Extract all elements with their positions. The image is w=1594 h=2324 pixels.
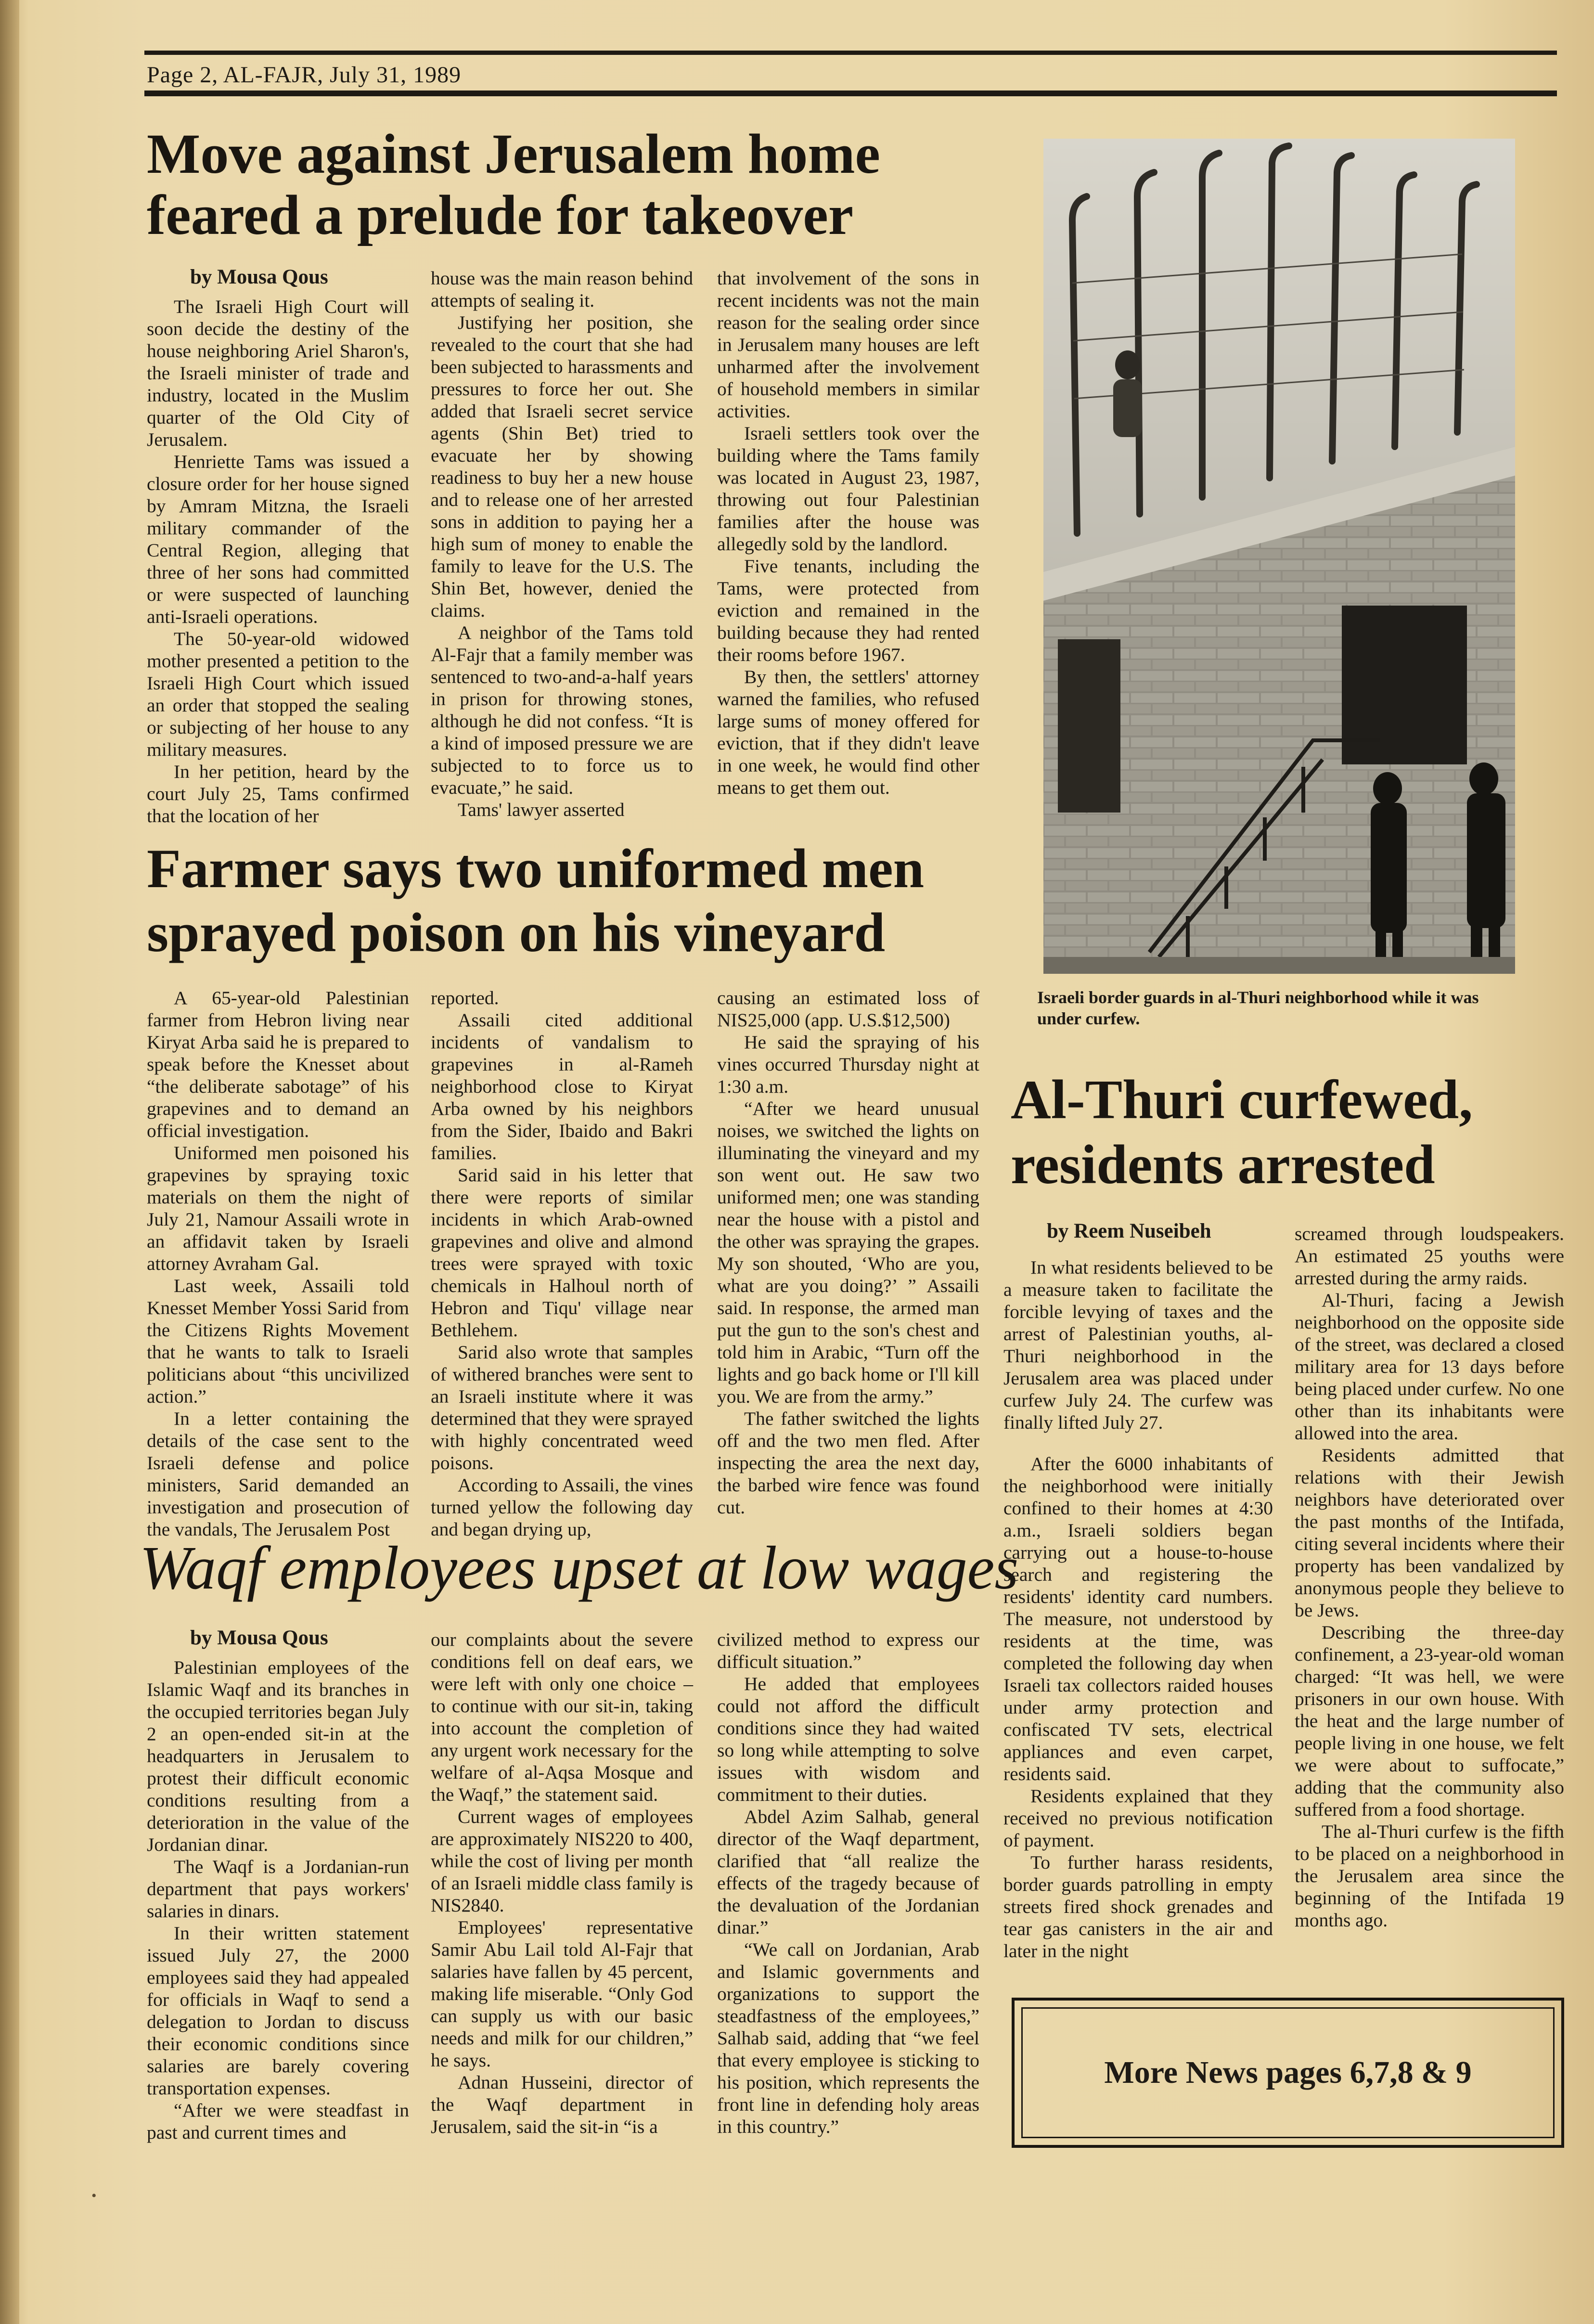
story2-headline-line2: sprayed poison on his vineyard bbox=[147, 902, 886, 964]
story2-col1-para: In a letter containing the details of the case sent to the Israeli defense and police ministers, Sarid demanded an investigation and prosecution of the vandals, The Jerusalem Post bbox=[147, 1408, 409, 1540]
story4-headline-line1: Al-Thuri curfewed, bbox=[1011, 1069, 1473, 1131]
story3-col1-para: In their written statement issued July 27, the 2000 employees said they had appealed for officials in Waqf to send a delegation to Jordan to discuss their economic conditions since salaries are barely covering transportation expenses. bbox=[147, 1923, 409, 2099]
story3-col1-para: “After we were steadfast in past and current times and bbox=[147, 2100, 409, 2143]
story2-col3-para: The father switched the lights off and the two men fled. After inspecting the area the next day, the barbed wire fence was found cut. bbox=[717, 1408, 979, 1518]
story4-col1-para: Residents explained that they received no previous notification of payment. bbox=[1003, 1785, 1273, 1851]
story2-col2-para: According to Assaili, the vines turned yellow the following day and began drying up, bbox=[431, 1474, 693, 1540]
story3-col3-para: Abdel Azim Salhab, general director of the Waqf department, clarified that “all realize the effects of the tragedy because of the devaluation of the Jordanian dinar.” bbox=[717, 1806, 979, 1938]
story3-column-1 bbox=[147, 1625, 409, 2143]
story2-col3-para: “After we heard unusual noises, we switched the lights on illuminating the vineyard and my son went out. He saw two uniformed men; one was standing near the house with a pistol and the other was spraying the grapes. My son shouted, ‘Who are you, what are you doing?’ ” Assaili said. In response, the armed man put the gun to the son's chest and told him in Arabic, “Turn off the lights and go back home or I'll kill you. We are from the army.” bbox=[717, 1098, 979, 1407]
story1-byline: by Mousa Qous bbox=[190, 266, 328, 288]
story4-col1-para: After the 6000 inhabitants of the neighborhood were initially confined to their homes at 4:30 a.m., Israeli soldiers began carrying out a house-to-house search and registering the residents' identity card numbers. The measure, not understood by residents at the time, was completed the following day when Israeli tax collectors raided houses under army protection and confiscated TV sets, electrical appliances and even carpet, residents said. bbox=[1003, 1453, 1273, 1784]
story4-col2-para: Al-Thuri, facing a Jewish neighborhood on the opposite side of the street, was declared a closed military area for 13 days before being placed under curfew. No one other than its inhabitants were allowed into the area. bbox=[1295, 1290, 1564, 1444]
story2-headline-line1: Farmer says two uniformed men bbox=[147, 838, 925, 900]
story3-col2-para: Employees' representative Samir Abu Lail told Al-Fajr that salaries have fallen by 45 percent, making life miserable. “Only God can supply us with our basic needs and milk for our children,” he says. bbox=[431, 1917, 693, 2071]
story4-byline: by Reem Nuseibeh bbox=[1047, 1220, 1211, 1242]
story2-col2-para: reported. bbox=[431, 987, 499, 1008]
story4-col2-para: screamed through loudspeakers. An estimated 25 youths were arrested during the army raids. bbox=[1295, 1223, 1564, 1289]
story3-col2-para: Current wages of employees are approximately NIS220 to 400, while the cost of living per month of an Israeli middle class family is NIS2840. bbox=[431, 1806, 693, 1916]
story4-column-1 bbox=[1003, 1218, 1273, 1962]
story2-column-3 bbox=[717, 987, 979, 1518]
story1-column-3 bbox=[717, 267, 979, 799]
header-bottom-rule bbox=[144, 90, 1557, 96]
story1-col2-para: house was the main reason behind attempts of sealing it. bbox=[431, 268, 693, 311]
story1-col3-para: Five tenants, including the Tams, were protected from eviction and remained in the building because they had rented their rooms before 1967. bbox=[717, 555, 979, 665]
story2-col2-para: Sarid said in his letter that there were reports of similar incidents in which Arab-owned grapevines and olive and almond trees were sprayed with toxic chemicals in Halhoul north of Hebron and Tiqu' village near Bethlehem. bbox=[431, 1164, 693, 1341]
story1-col1-para: The Israeli High Court will soon decide the destiny of the house neighboring Ariel Sharon's, the Israeli minister of trade and industry, located in the Muslim quarter of the Old City of Jerusalem. bbox=[147, 296, 409, 450]
page-blemish: • bbox=[91, 2188, 97, 2204]
story2-column-1 bbox=[147, 987, 409, 1540]
story3-col3-para: civilized method to express our difficult situation.” bbox=[717, 1629, 979, 1672]
story4-col2-para: Describing the three-day confinement, a 23-year-old woman charged: “It was hell, we were prisoners in our own house. With the heat and the large number of people living in one house, we felt we were about to suffocate,” adding that the community also suffered from a food shortage. bbox=[1295, 1622, 1564, 1820]
story3-col3-para: “We call on Jordanian, Arab and Islamic governments and organizations to support the steadfastness of the employees,” Salhab said, adding that “we feel that every employee is sticking to his position, which represents the front line in defending holy areas in this country.” bbox=[717, 1939, 979, 2137]
story3-col1-para: Palestinian employees of the Islamic Waqf and its branches in the occupied territories began July 2 an open-ended sit-in at the headquarters in Jerusalem to protest their difficult economic conditions resulting from a deterioration in the value of the Jordanian dinar. bbox=[147, 1657, 409, 1855]
story3-col3-para: He added that employees could not afford the difficult conditions since they had waited so long while attempting to solve issues with wisdom and commitment to their duties. bbox=[717, 1673, 979, 1805]
story1-headline-line2: feared a prelude for takeover bbox=[147, 183, 854, 246]
story1-col1-para: Henriette Tams was issued a closure order for her house signed by Amram Mitzna, the Israeli military commander of the Central Region, alleging that three of her sons had committed or were suspected of launching anti-Israeli operations. bbox=[147, 451, 409, 627]
story3-col1-para: The Waqf is a Jordanian-run department that pays workers' salaries in dinars. bbox=[147, 1856, 409, 1922]
story1-col3-para: Israeli settlers took over the building where the Tams family was located in August 23, 1987, throwing out four Palestinian families after the house was allegedly sold by the landlord. bbox=[717, 423, 979, 555]
story3-column-2 bbox=[431, 1628, 693, 2138]
story2-col3-para: He said the spraying of his vines occurred Thursday night at 1:30 a.m. bbox=[717, 1032, 979, 1097]
story1-column-2 bbox=[431, 267, 693, 821]
story2-col3-para: causing an estimated loss of NIS25,000 (app. U.S.$12,500) bbox=[717, 987, 979, 1031]
photo-illustration bbox=[1043, 139, 1515, 974]
story4-col1-para: To further harass residents, border guards patrolling in empty streets fired shock grenades and tear gas canisters in the air and later in the night bbox=[1003, 1852, 1273, 1962]
story1-headline-line1: Move against Jerusalem home bbox=[147, 122, 880, 185]
story1-col1-para: The 50-year-old widowed mother presented a petition to the Israeli High Court which issued an order that stopped the sealing or subjecting of her house to any military measures. bbox=[147, 628, 409, 760]
story3-col2-para: our complaints about the severe conditions fell on deaf ears, we were left with only one choice – to continue with our sit-in, taking into account the completion of any urgent work necessary for the welfare of al-Aqsa Mosque and the Waqf,” the statement said. bbox=[431, 1629, 693, 1805]
more-news-text: More News pages 6,7,8 & 9 bbox=[1104, 2055, 1472, 2090]
photo-caption: Israeli border guards in al-Thuri neighborhood while it was under curfew. bbox=[1037, 988, 1479, 1028]
more-news-inner-border bbox=[1021, 2007, 1555, 2138]
story1-col1-para: In her petition, heard by the court July 25, Tams confirmed that the location of her bbox=[147, 761, 409, 826]
story3-col2-para: Adnan Husseini, director of the Waqf department in Jerusalem, said the sit-in “is a bbox=[431, 2072, 693, 2137]
story1-col3-para: that involvement of the sons in recent incidents was not the main reason for the sealing order since in Jerusalem many houses are left unharmed after the involvement of household members in similar activities. bbox=[717, 268, 979, 422]
more-news-box bbox=[1012, 1998, 1564, 2148]
story2-col1-para: Uniformed men poisoned his grapevines by spraying toxic materials on them the night of July 21, Namour Assaili wrote in an affidavit taken by Israeli attorney Avraham Gal. bbox=[147, 1142, 409, 1274]
story4-headline-line2: residents arrested bbox=[1011, 1134, 1435, 1196]
story1-col2-para: A neighbor of the Tams told Al-Fajr that a family member was sentenced to two-and-a-half years in prison for throwing stones, although he did not confess. “It is a kind of imposed pressure we are subjected to to force us to evacuate,” he said. bbox=[431, 622, 693, 798]
story1-col3-para: By then, the settlers' attorney warned the families, who refused large sums of money offered for eviction, that if they didn't leave in one week, he would find other means to get them out. bbox=[717, 666, 979, 798]
story4-col1-para: In what residents believed to be a measure taken to facilitate the forcible levying of taxes and the arrest of Palestinian youths, al-Thuri neighborhood in the Jerusalem area was placed under curfew July 24. The curfew was finally lifted July 27. bbox=[1003, 1257, 1273, 1433]
story2-col1-para: Last week, Assaili told Knesset Member Yossi Sarid from the Citizens Rights Movement that he wants to talk to Israeli politicians about “this uncivilized action.” bbox=[147, 1275, 409, 1407]
header-top-rule bbox=[144, 51, 1557, 55]
story1-col2-para: Justifying her position, she revealed to the court that she had been subjected to harassments and pressures to force her out. She added that Israeli secret service agents (Shin Bet) tried to evacuate her by showing readiness to buy her a new house and to release one of her arrested sons in addition to paying her a high sum of money to enable the family to leave for the U.S. The Shin Bet, however, denied the claims. bbox=[431, 312, 693, 621]
story4-col2-para: Residents admitted that relations with their Jewish neighbors have deteriorated over the past months of the Intifada, citing several incidents where their property has been vandalized by anonymous people they believe to be Jews. bbox=[1295, 1445, 1564, 1621]
story3-column-3 bbox=[717, 1628, 979, 2138]
story4-col2-para: The al-Thuri curfew is the fifth to be placed on a neighborhood in the Jerusalem area since the beginning of the Intifada 19 months ago. bbox=[1295, 1821, 1564, 1931]
story2-col2-para: Assaili cited additional incidents of vandalism to grapevines in al-Rameh neighborhood close to Kiryat Arba owned by his neighbors from the Sider, Ibaido and Bakri families. bbox=[431, 1009, 693, 1163]
page-header: Page 2, AL-FAJR, July 31, 1989 bbox=[147, 62, 462, 88]
page-binding-edge bbox=[0, 0, 19, 2324]
story2-col2-para: Sarid also wrote that samples of withered branches were sent to an Israeli institute where it was determined that they were sprayed with highly concentrated weed poisons. bbox=[431, 1342, 693, 1473]
story1-col2-para: Tams' lawyer asserted bbox=[458, 799, 625, 820]
story3-byline: by Mousa Qous bbox=[190, 1627, 328, 1649]
story4-column-2 bbox=[1295, 1223, 1564, 1931]
border-guards-photo bbox=[1043, 139, 1515, 974]
story2-column-2 bbox=[431, 987, 693, 1540]
story3-headline: Waqf employees upset at low wages bbox=[140, 1534, 1019, 1602]
story2-col1-para: A 65-year-old Palestinian farmer from Hebron living near Kiryat Arba said he is prepared to speak before the Knesset about “the deliberate sabotage” of his grapevines and to demand an official investigation. bbox=[147, 987, 409, 1141]
story1-column-1 bbox=[147, 264, 409, 827]
